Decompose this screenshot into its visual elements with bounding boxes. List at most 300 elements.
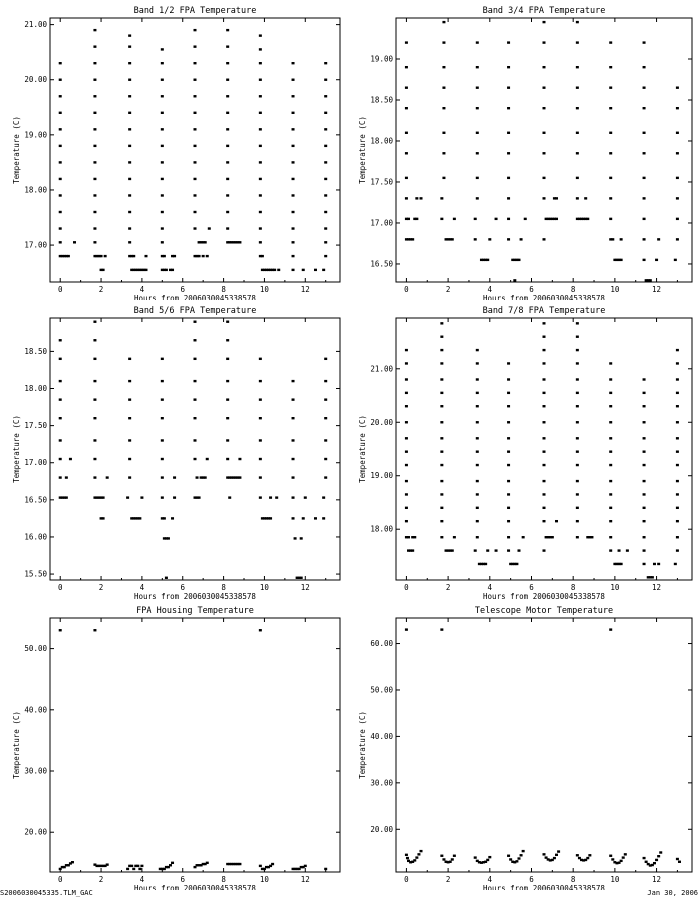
data-point — [173, 496, 176, 498]
data-point — [476, 362, 479, 364]
data-point — [643, 132, 646, 134]
data-point — [128, 241, 131, 243]
data-point — [576, 66, 579, 68]
data-point — [259, 439, 262, 441]
data-point — [643, 86, 646, 88]
data-point — [194, 112, 197, 114]
data-point — [292, 439, 295, 441]
panel-band-1-2 — [0, 0, 350, 300]
data-point — [128, 62, 131, 64]
data-point — [643, 259, 646, 261]
x-tick-label: 12 — [652, 875, 662, 884]
data-point — [405, 86, 408, 88]
data-point — [238, 476, 241, 478]
data-point — [405, 437, 408, 439]
x-tick-label: 0 — [57, 583, 63, 592]
data-point — [476, 507, 479, 509]
data-point — [555, 854, 558, 856]
y-tick-label: 16.50 — [24, 495, 47, 505]
data-point — [59, 458, 62, 460]
x-tick-label: 4 — [139, 583, 145, 592]
data-point — [93, 62, 96, 64]
data-point — [259, 48, 262, 50]
data-point — [643, 857, 646, 859]
data-point — [543, 349, 546, 351]
y-tick-label: 17.50 — [24, 421, 47, 431]
data-point — [161, 398, 164, 400]
data-point — [576, 520, 579, 522]
data-point — [543, 421, 546, 423]
data-point — [226, 227, 229, 229]
data-point — [226, 95, 229, 97]
data-point — [643, 197, 646, 199]
data-point — [128, 95, 131, 97]
data-point — [59, 380, 62, 382]
data-point — [59, 128, 62, 130]
footer-date: Jan 30, 2006 — [647, 889, 698, 897]
panel-band-7-8 — [350, 300, 700, 600]
data-point — [643, 107, 646, 109]
data-point — [324, 95, 327, 97]
data-point — [440, 536, 443, 538]
data-point — [161, 161, 164, 163]
data-point — [194, 339, 197, 341]
data-point — [93, 321, 96, 323]
data-point — [292, 517, 295, 519]
x-tick-label: 10 — [610, 875, 620, 884]
data-point — [128, 417, 131, 419]
data-point — [507, 437, 510, 439]
chart-svg — [350, 600, 700, 890]
data-point — [167, 537, 170, 539]
data-point — [144, 269, 147, 271]
x-tick-label: 2 — [98, 285, 104, 294]
data-point — [405, 349, 408, 351]
data-point — [657, 855, 660, 857]
data-point — [59, 161, 62, 163]
data-point — [440, 378, 443, 380]
data-point — [259, 145, 262, 147]
data-point — [324, 439, 327, 441]
data-point — [507, 152, 510, 154]
data-point — [576, 41, 579, 43]
data-point — [161, 476, 164, 478]
data-point — [165, 577, 168, 579]
data-point — [442, 66, 445, 68]
data-point — [643, 520, 646, 522]
data-point — [238, 241, 241, 243]
data-point — [238, 458, 241, 460]
data-point — [440, 336, 443, 338]
data-point — [194, 439, 197, 441]
data-point — [93, 417, 96, 419]
data-point — [102, 269, 105, 271]
data-point — [405, 152, 408, 154]
data-point — [486, 859, 489, 861]
data-point — [292, 145, 295, 147]
data-point — [226, 178, 229, 180]
data-point — [653, 563, 656, 565]
x-tick-label: 0 — [57, 875, 63, 884]
data-point — [476, 378, 479, 380]
data-point — [553, 857, 556, 859]
data-point — [576, 107, 579, 109]
data-point — [440, 362, 443, 364]
data-point — [643, 392, 646, 394]
data-point — [259, 380, 262, 382]
data-point — [226, 458, 229, 460]
data-point — [59, 95, 62, 97]
x-tick-label: 8 — [221, 583, 226, 592]
data-point — [93, 194, 96, 196]
data-point — [292, 476, 295, 478]
data-point — [543, 132, 546, 134]
data-point — [93, 29, 96, 31]
data-point — [259, 79, 262, 81]
data-point — [259, 62, 262, 64]
data-point — [59, 417, 62, 419]
data-point — [161, 458, 164, 460]
data-point — [93, 439, 96, 441]
data-point — [442, 107, 445, 109]
data-point — [442, 858, 445, 860]
data-point — [609, 132, 612, 134]
y-tick-label: 50.00 — [370, 685, 393, 695]
data-point — [405, 480, 408, 482]
data-point — [643, 41, 646, 43]
data-point — [128, 439, 131, 441]
data-point — [476, 493, 479, 495]
data-point — [609, 628, 612, 630]
data-point — [507, 378, 510, 380]
data-point — [138, 517, 141, 519]
data-point — [194, 161, 197, 163]
data-point — [522, 536, 525, 538]
data-point — [93, 112, 96, 114]
data-point — [476, 197, 479, 199]
data-point — [609, 197, 612, 199]
data-point — [476, 66, 479, 68]
data-point — [507, 536, 510, 538]
data-point — [196, 476, 199, 478]
y-tick-label: 21.00 — [370, 364, 393, 374]
data-point — [128, 161, 131, 163]
y-tick-label: 20.00 — [370, 417, 393, 427]
data-point — [609, 421, 612, 423]
data-point — [59, 62, 62, 64]
x-tick-label: 0 — [404, 875, 409, 884]
data-point — [507, 66, 510, 68]
data-point — [543, 21, 546, 23]
data-point — [259, 476, 262, 478]
data-point — [226, 380, 229, 382]
data-point — [620, 860, 623, 862]
chart-title: Band 5/6 FPA Temperature — [133, 306, 257, 316]
data-point — [93, 161, 96, 163]
data-point — [507, 197, 510, 199]
data-point — [292, 241, 295, 243]
data-point — [128, 458, 131, 460]
y-tick-label: 17.50 — [370, 177, 393, 187]
data-point — [609, 464, 612, 466]
data-point — [194, 29, 197, 31]
data-point — [543, 322, 546, 324]
data-point — [259, 227, 262, 229]
data-point — [259, 241, 262, 243]
data-point — [405, 854, 408, 856]
data-point — [292, 417, 295, 419]
data-point — [226, 417, 229, 419]
y-tick-label: 20.00 — [24, 75, 47, 85]
data-point — [659, 851, 662, 853]
data-point — [93, 211, 96, 213]
data-point — [474, 218, 477, 220]
data-point — [543, 378, 546, 380]
x-tick-label: 8 — [221, 285, 226, 294]
data-point — [676, 392, 679, 394]
data-point — [324, 476, 327, 478]
data-point — [194, 145, 197, 147]
data-point — [507, 480, 510, 482]
data-point — [59, 112, 62, 114]
data-point — [259, 194, 262, 196]
data-point — [676, 362, 679, 364]
data-point — [161, 178, 164, 180]
data-point — [405, 520, 408, 522]
y-tick-label: 40.00 — [370, 731, 393, 741]
data-point — [643, 480, 646, 482]
data-point — [440, 480, 443, 482]
data-point — [676, 197, 679, 199]
data-point — [555, 218, 558, 220]
y-tick-label: 60.00 — [370, 639, 393, 649]
data-point — [620, 563, 623, 565]
data-point — [643, 437, 646, 439]
data-point — [609, 66, 612, 68]
data-point — [655, 259, 658, 261]
data-point — [171, 862, 174, 864]
x-tick-label: 12 — [652, 583, 662, 592]
data-point — [405, 132, 408, 134]
data-point — [324, 79, 327, 81]
x-tick-label: 10 — [259, 875, 269, 884]
data-point — [292, 255, 295, 257]
data-point — [405, 493, 408, 495]
x-tick-label: 0 — [404, 285, 409, 294]
data-point — [476, 349, 479, 351]
y-axis-label: Temperature (C) — [12, 116, 21, 184]
data-point — [206, 862, 209, 864]
data-point — [522, 850, 525, 852]
data-point — [453, 855, 456, 857]
data-point — [128, 476, 131, 478]
data-point — [161, 227, 164, 229]
data-point — [93, 476, 96, 478]
data-point — [507, 218, 510, 220]
data-point — [543, 336, 546, 338]
data-point — [676, 858, 679, 860]
data-point — [198, 255, 201, 257]
plot-frame — [50, 618, 340, 872]
data-point — [405, 197, 408, 199]
data-point — [440, 349, 443, 351]
data-point — [576, 378, 579, 380]
x-tick-label: 8 — [570, 583, 576, 592]
data-point — [643, 493, 646, 495]
y-axis-label: Temperature (C) — [358, 711, 367, 779]
data-point — [136, 865, 139, 867]
data-point — [407, 536, 410, 538]
data-point — [59, 476, 62, 478]
data-point — [609, 41, 612, 43]
data-point — [59, 178, 62, 180]
data-point — [643, 238, 646, 240]
data-point — [324, 112, 327, 114]
data-point — [405, 421, 408, 423]
data-point — [93, 241, 96, 243]
data-point — [67, 255, 70, 257]
data-point — [93, 145, 96, 147]
x-axis-label: Hours from 2006030045338578 — [483, 294, 605, 300]
x-tick-label: 2 — [445, 875, 451, 884]
chart-title: Telescope Motor Temperature — [474, 606, 614, 616]
y-tick-label: 30.00 — [24, 766, 47, 776]
data-point — [304, 496, 307, 498]
data-point — [509, 858, 512, 860]
data-point — [59, 398, 62, 400]
data-point — [322, 496, 325, 498]
data-point — [292, 161, 295, 163]
data-point — [555, 197, 558, 199]
data-point — [442, 152, 445, 154]
data-point — [476, 107, 479, 109]
data-point — [93, 398, 96, 400]
data-point — [543, 107, 546, 109]
data-point — [238, 863, 241, 865]
data-point — [517, 259, 520, 261]
data-point — [324, 380, 327, 382]
data-point — [259, 95, 262, 97]
data-point — [93, 458, 96, 460]
y-tick-label: 50.00 — [24, 644, 47, 654]
data-point — [415, 856, 418, 858]
x-axis-label: Hours from 2006030045338578 — [134, 884, 256, 890]
data-point — [324, 398, 327, 400]
data-point — [69, 458, 72, 460]
data-point — [104, 255, 107, 257]
x-tick-label: 10 — [259, 583, 269, 592]
data-point — [440, 520, 443, 522]
x-tick-label: 2 — [98, 875, 104, 884]
data-point — [128, 194, 131, 196]
y-tick-label: 20.00 — [370, 824, 393, 834]
data-point — [204, 476, 207, 478]
data-point — [576, 21, 579, 23]
data-point — [442, 41, 445, 43]
data-point — [406, 857, 409, 859]
data-point — [678, 861, 681, 863]
data-point — [194, 321, 197, 323]
data-point — [161, 48, 164, 50]
data-point — [543, 362, 546, 364]
y-tick-label: 18.00 — [24, 384, 47, 394]
data-point — [292, 211, 295, 213]
data-point — [507, 450, 510, 452]
data-point — [128, 358, 131, 360]
data-point — [643, 405, 646, 407]
data-point — [161, 496, 164, 498]
data-point — [405, 450, 408, 452]
data-point — [314, 269, 317, 271]
data-point — [676, 378, 679, 380]
data-point — [206, 255, 209, 257]
data-point — [609, 437, 612, 439]
data-point — [643, 464, 646, 466]
data-point — [657, 563, 660, 565]
data-point — [420, 197, 423, 199]
data-point — [440, 507, 443, 509]
data-point — [93, 95, 96, 97]
data-point — [407, 218, 410, 220]
data-point — [476, 536, 479, 538]
data-point — [259, 417, 262, 419]
data-point — [226, 62, 229, 64]
chart-svg — [0, 300, 350, 600]
data-point — [576, 152, 579, 154]
data-point — [411, 549, 414, 551]
data-point — [194, 178, 197, 180]
data-point — [206, 458, 209, 460]
data-point — [643, 378, 646, 380]
data-point — [442, 132, 445, 134]
data-point — [324, 128, 327, 130]
data-point — [557, 850, 560, 852]
data-point — [138, 868, 141, 870]
data-point — [520, 238, 523, 240]
data-point — [128, 227, 131, 229]
data-point — [576, 362, 579, 364]
data-point — [624, 853, 627, 855]
data-point — [194, 398, 197, 400]
chart-svg — [350, 0, 700, 300]
data-point — [643, 549, 646, 551]
data-point — [292, 128, 295, 130]
data-point — [173, 476, 176, 478]
data-point — [620, 238, 623, 240]
data-point — [226, 339, 229, 341]
data-point — [453, 536, 456, 538]
data-point — [440, 392, 443, 394]
data-point — [405, 405, 408, 407]
data-point — [609, 152, 612, 154]
chart-svg — [350, 300, 700, 600]
data-point — [543, 238, 546, 240]
data-point — [676, 493, 679, 495]
data-point — [576, 536, 579, 538]
data-point — [93, 227, 96, 229]
data-point — [676, 549, 679, 551]
data-point — [507, 855, 510, 857]
data-point — [259, 458, 262, 460]
data-point — [588, 854, 591, 856]
data-point — [555, 520, 558, 522]
data-point — [173, 255, 176, 257]
data-point — [259, 34, 262, 36]
data-point — [643, 450, 646, 452]
data-point — [543, 450, 546, 452]
data-point — [543, 177, 546, 179]
data-point — [486, 259, 489, 261]
